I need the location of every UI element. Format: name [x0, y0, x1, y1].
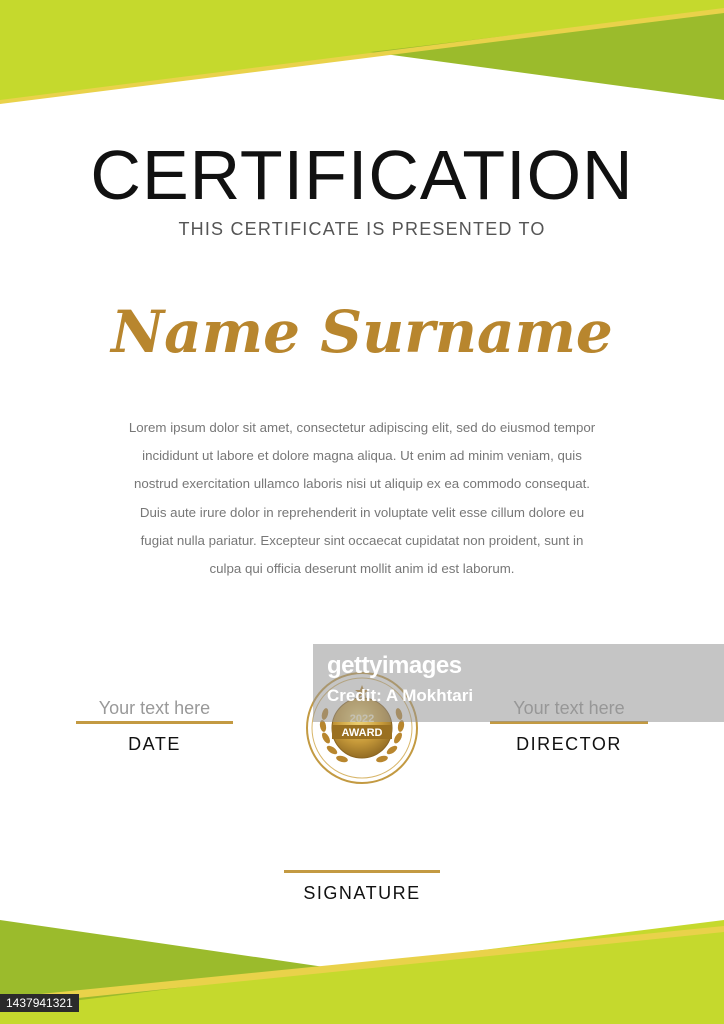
certificate-subtitle: THIS CERTIFICATE IS PRESENTED TO [178, 219, 546, 239]
certificate-title: CERTIFICATION [90, 136, 634, 214]
watermark-overlay [313, 644, 724, 722]
date-line [76, 721, 233, 724]
image-id-badge: 1437941321 [0, 994, 79, 1012]
top-decoration [0, 0, 724, 110]
certificate-body [82, 414, 642, 583]
body-line: incididunt ut labore et dolore magna aliqua. Ut enim ad minim veniam, quis [142, 448, 582, 464]
watermark-logo: gettyimages [327, 652, 462, 679]
date-placeholder: Your text here [98, 698, 211, 718]
body-line: nostrud exercitation ullamco laboris nisi ut aliquip ex ea commodo consequat. [133, 476, 591, 492]
signature-label: SIGNATURE [303, 883, 421, 903]
body-line: culpa qui officia deserunt mollit anim id est laborum. [209, 561, 515, 577]
watermark-credit: Credit: A Mokhtari [327, 686, 474, 705]
signature-block [284, 870, 440, 904]
date-label: DATE [128, 734, 181, 754]
recipient-name: Name Surname [111, 298, 613, 366]
body-line: Lorem ipsum dolor sit amet, consectetur adipiscing elit, sed do eiusmod tempor [128, 420, 596, 435]
body-line: Duis aute irure dolor in reprehenderit in voluptate velit esse cillum dolore eu [139, 504, 585, 520]
bottom-decoration [0, 910, 724, 1024]
director-label: DIRECTOR [516, 734, 622, 754]
signature-line [284, 870, 440, 873]
seal-text: AWARD [341, 727, 383, 739]
date-block [76, 698, 233, 755]
body-line: fugiat nulla pariatur. Excepteur sint occaecat cupidatat non proident, sunt in [140, 532, 584, 548]
